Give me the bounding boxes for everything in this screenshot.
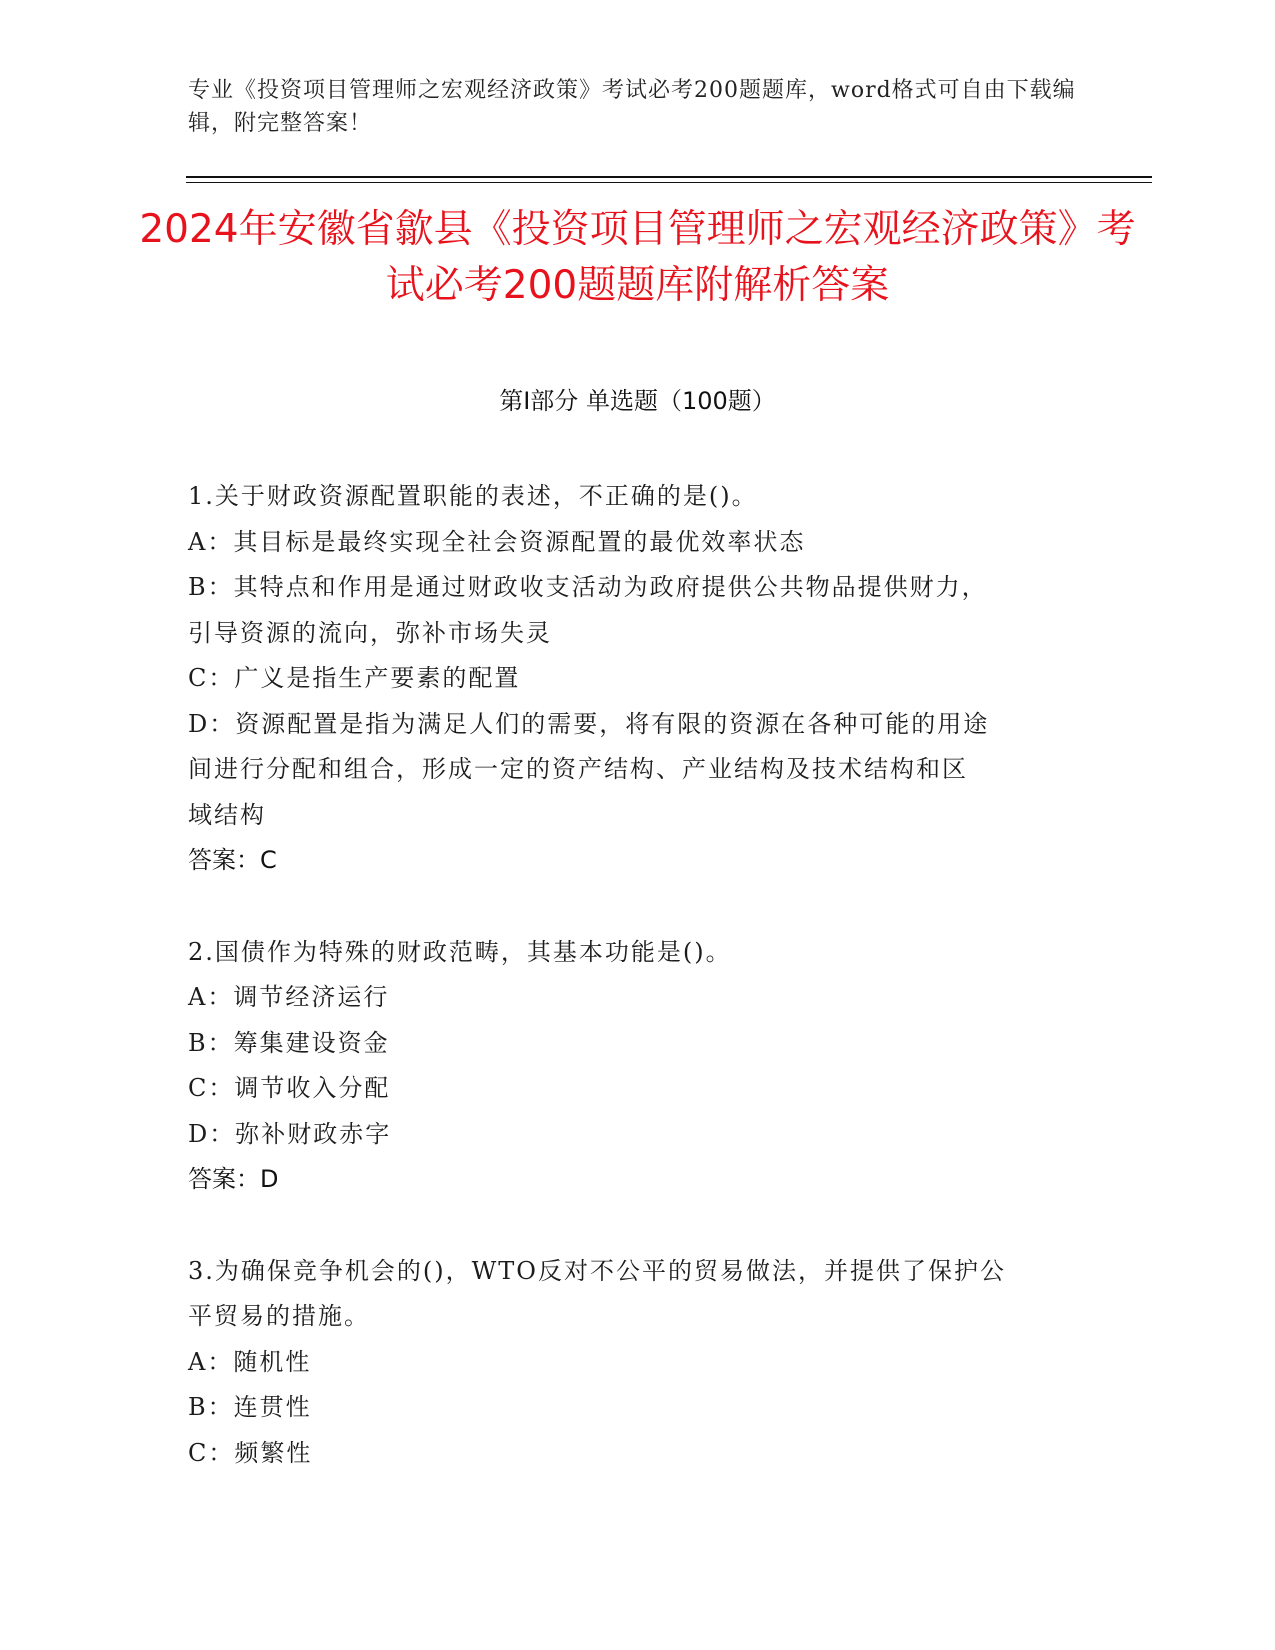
- answer-line: 答案：C: [188, 846, 277, 874]
- question-3: [188, 1249, 1088, 1477]
- question-stem-line: 3.为确保竞争机会的()，WTO反对不公平的贸易做法，并提供了保护公: [188, 1256, 1006, 1285]
- option-line: B：其特点和作用是通过财政收支活动为政府提供公共物品提供财力，: [188, 573, 988, 601]
- option-line: C：频繁性: [188, 1438, 313, 1467]
- option-line: D：弥补财政赤字: [188, 1119, 392, 1148]
- option-line: C：调节收入分配: [188, 1074, 391, 1102]
- answer-line: 答案：D: [188, 1165, 279, 1193]
- question-stem-line: 平贸易的措施。: [188, 1302, 370, 1330]
- option-line: 间进行分配和组合，形成一定的资产结构、产业结构及技术结构和区: [188, 755, 968, 783]
- option-line: B：连贯性: [188, 1393, 312, 1421]
- document-title: 2024年安徽省歙县《投资项目管理师之宏观经济政策》考试必考200题题库附解析答案: [139, 207, 1136, 308]
- option-line: D：资源配置是指为满足人们的需要，将有限的资源在各种可能的用途: [188, 709, 990, 738]
- question-1: [188, 474, 1088, 884]
- header-rule-thin: [186, 182, 1152, 183]
- question-stem-line: 2.国债作为特殊的财政范畴，其基本功能是()。: [188, 937, 732, 966]
- option-line: A：调节经济运行: [188, 983, 390, 1011]
- option-line: C：广义是指生产要素的配置: [188, 664, 521, 692]
- option-line: 域结构: [188, 800, 266, 829]
- option-line: B：筹集建设资金: [188, 1028, 390, 1057]
- question-stem-line: 1.关于财政资源配置职能的表述，不正确的是()。: [188, 482, 758, 510]
- header-rule-thick: [186, 176, 1152, 178]
- header-note: 专业《投资项目管理师之宏观经济政策》考试必考200题题库，word格式可自由下载编辑，附完整答案！: [188, 78, 1076, 136]
- option-line: A：其目标是最终实现全社会资源配置的最优效率状态: [188, 527, 806, 556]
- question-2: [188, 930, 1088, 1203]
- option-line: 引导资源的流向，弥补市场失灵: [188, 618, 552, 647]
- option-line: A：随机性: [188, 1347, 312, 1376]
- question-list: [188, 474, 1088, 1522]
- section-title: 第Ⅰ部分 单选题（100题）: [499, 387, 776, 415]
